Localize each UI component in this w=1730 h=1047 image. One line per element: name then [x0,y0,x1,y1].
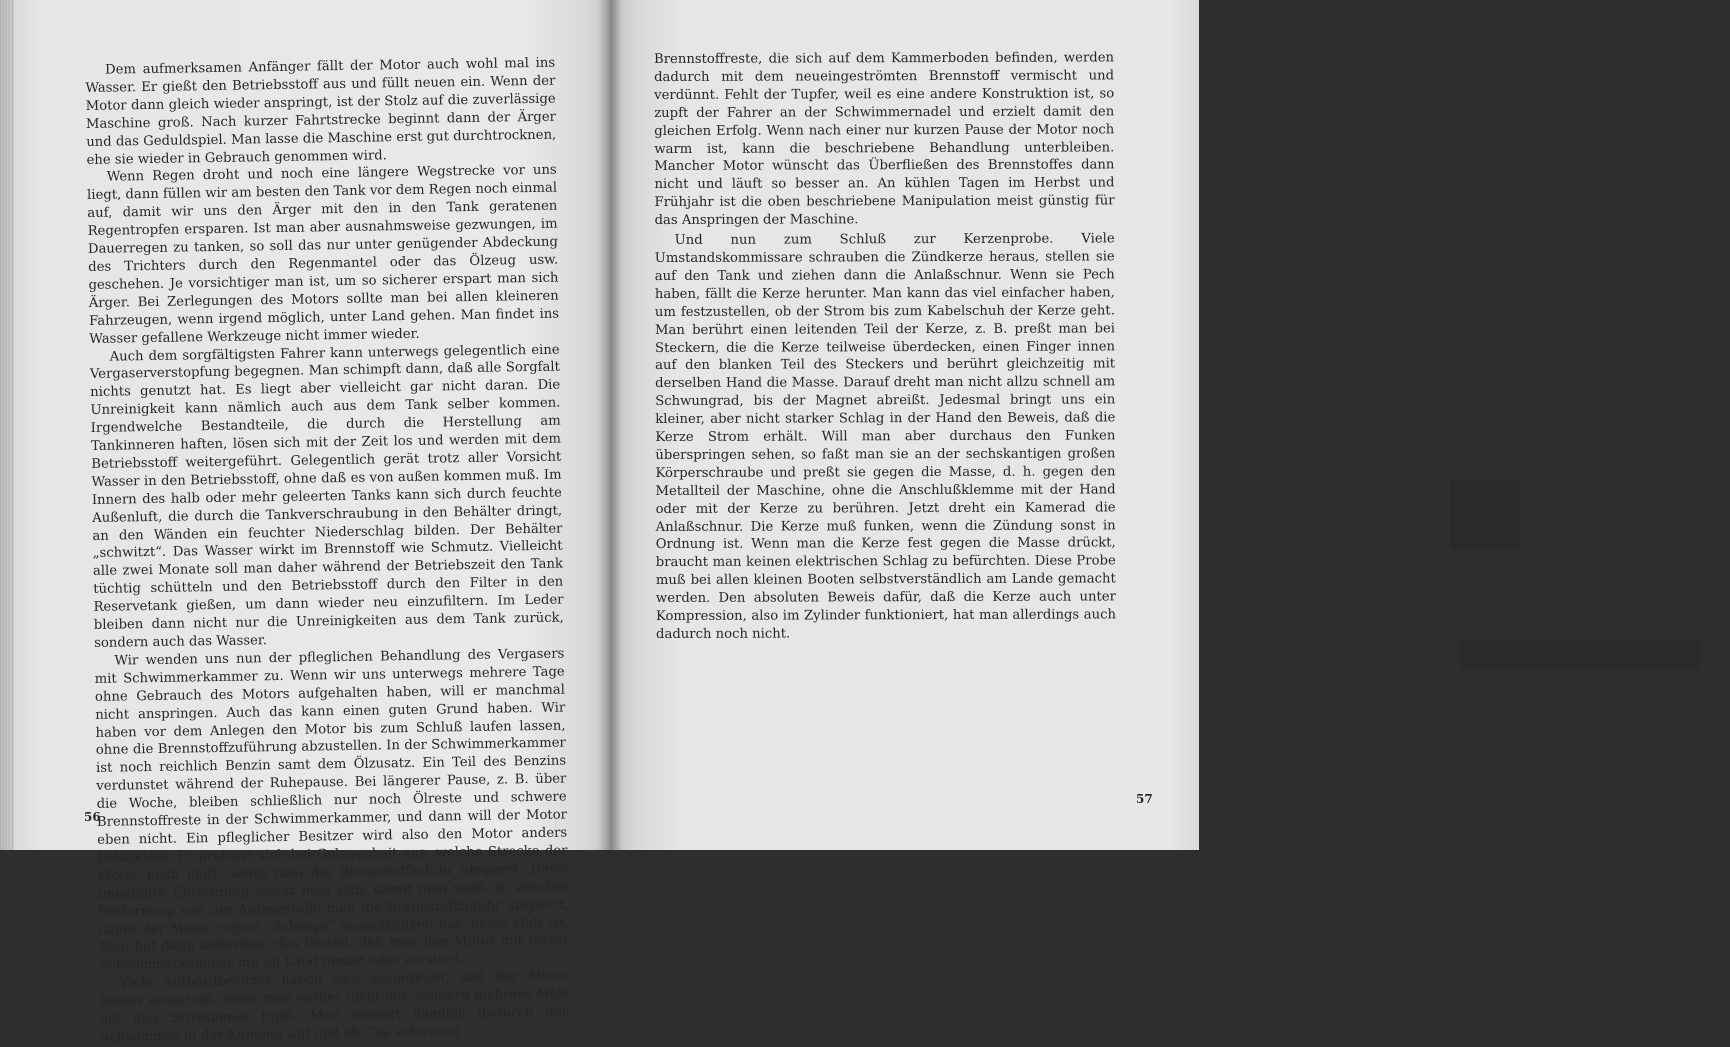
paragraph: Wir wenden uns nun der pfleglichen Behandlung des Vergasers mit Schwimmerkammer zu. Wenn wir uns unterwegs mehrere Tage ohne Gebrauch des Motors aufgehalten haben, will er manchmal nicht anspringen. Auch das kann einen guten Grund haben. Wir haben vor dem Anlegen den Motor bis zum Schluß laufen lassen, ohne die Brennstoffzuführung abzustellen. In der Schwimmerkammer ist noch reichlich Benzin samt dem Ölzusatz. Ein Teil des Benzins verdunstet während der Ruhepause. Bei längerer Pause, z. B. über die Woche, bleiben schließlich nur noch Ölreste und schwere Brennstoffreste in der Schwimmerkammer, und dann will der Motor eben nicht. Ein pfleglicher Besitzer wird also den Motor anders behandeln. Er probiert sich bei Gelegenheit aus, welche Strecke der Motor noch läuft, wenn man die Brennstoffzufuhr absperrt. Diese ungefähre Entfernung merkt man sich, damit man weiß, in welcher Entfernung von der Anlegestelle man die Brennstoffzufuhr absperrt, damit der Motor seinen „Schnaps“ ausgetrunken hat, bevor Halt ist. Man hat dann außerdem den Vorteil, daß man den Motor mit leerer Schwimmerkammer mit an Land nimmt oder verstaut. [94,646,569,974]
right-page [610,0,1199,850]
left-page [0,0,610,1045]
page-number-right: 57 [1136,792,1153,806]
right-page-text [654,49,1116,644]
bleed-through-shadow [1430,460,1730,720]
paragraph: Dem aufmerksamen Anfänger fällt der Motor auch wohl mal ins Wasser. Er gießt den Betriebsstoff aus und füllt neuen ein. Wenn der Motor dann gleich wieder anspringt, ist der Stolz auf die zuverlässige Maschine groß. Nach kurzer Fahrtstrecke beginnt dann der Ärger und das Geduldspiel. Man lasse die Maschine erst gut durchtrocknen, ehe sie wieder in Gebrauch genommen wird. [85,55,557,168]
page-stack-edge [0,0,14,850]
paragraph: Und nun zum Schluß zur Kerzenprobe. Viele Umstandskommissare schrauben die Zündkerze heraus, stellen sie auf den Tank und ziehen dann die Anlaßschnur. Wenn sie Pech haben, fällt die Kerze herunter. Man kann das viel einfacher haben, um festzustellen, ob der Strom bis zum Kabelschuh der Kerze geht. Man berührt einen leitenden Teil der Kerze, z. B. preßt man bei Steckern, die die Kerze teilweise überdecken, einen Finger innen auf den blanken Teil des Steckers und berührt gleichzeitig mit derselben Hand die Masse. Darauf dreht man nicht allzu schnell am Schwungrad, bis der Magnet abreißt. Jedesmal bringt uns ein kleiner, aber nicht starker Schlag in der Hand den Beweis, daß die Kerze Strom erhält. Will man aber durchaus den Funken überspringen sehen, so faßt man sie an der sechskantigen großen Körperschraube und preßt sie gegen die Masse, d. h. gegen den Metallteil der Maschine, ohne die Anschlußklemme mit der Hand oder mit der Kerze zu berühren. Jetzt dreht ein Kamerad die Anlaßschnur. Die Kerze muß funken, wenn die Zündung sonst in Ordnung ist. Wenn man die Kerze fest gegen die Masse drückt, braucht man keinen elektrischen Schlag zu befürchten. Diese Probe muß bei allen kleinen Booten selbstverständlich am Lande gemacht werden. Den absoluten Beweis dafür, daß die Kerze auch unter Kompression, also im Zylinder funktioniert, hat man allerdings auch dadurch noch nicht. [654,231,1116,642]
paragraph: Brennstoffreste, die sich auf dem Kammerboden befinden, werden dadurch mit dem neueingeströmten Brennstoff vermischt und verdünnt. Fehlt der Tupfer, weil es eine andere Konstruktion ist, so zupft der Fahrer an der Schwimmernadel und erzielt damit den gleichen Erfolg. Wenn nach einer nur kurzen Pause der Motor noch warm ist, kann die beschriebene Behandlung unterbleiben. Mancher Motor wünscht das Überfließen des Brennstoffes dann nicht und läuft so besser an. An kühlen Tagen im Herbst und Frühjahr ist die oben beschriebene Manipulation meist günstig für das Anspringen der Maschine. [654,50,1115,229]
left-page-text [85,55,570,1047]
page-number-left: 56 [84,810,101,824]
paragraph: Wenn Regen droht und noch eine längere Wegstrecke vor uns liegt, dann füllen wir am besten den Tank vor dem Regen noch einmal auf, damit wir uns den Ärger mit den in den Tank geratenen Regentropfen ersparen. Ist man aber ausnahmsweise gezwungen, im Dauerregen zu tanken, so soll das nur unter genügender Abdeckung des Trichters durch den Regenmantel oder das Ölzeug usw. geschehen. Je vorsichtiger man ist, um so sicherer erspart man sich Ärger. Bei Zerlegungen des Motors sollte man bei allen kleineren Fahrzeugen, wenn irgend möglich, unter Land gehen. Man findet ins Wasser gefallene Werkzeuge nicht immer wieder. [86,163,560,347]
paragraph: Auch dem sorgfältigsten Fahrer kann unterwegs gelegentlich eine Vergaserverstopfung begegnen. Man schimpft dann, daß alle Sorgfalt nichts genutzt hat. Es liegt aber vielleicht gar nicht daran. Die Unreinigkeit kann nämlich auch aus dem Tank selber kommen. Irgendwelche Bestandteile, die durch die Herstellung am Tankinneren haften, lösen sich mit der Zeit los und werden mit dem Betriebsstoff weitergeführt. Gelegentlich gerät trotz aller Vorsicht Wasser in den Betriebsstoff, ohne daß es von außen kommen muß. Im Innern des halb oder mehr geleerten Tanks kann sich durch feuchte Außenluft, die durch die Tankverschraubung in den Behälter dringt, an den Wänden ein feuchter Niederschlag bilden. Der Behälter „schwitzt“. Das Wasser wirkt im Brennstoff wie Schmutz. Vielleicht alle zwei Monate soll man daher während der Betriebszeit den Tank tüchtig schütteln und den Betriebsstoff durch den Filter in den Reservetank gießen, um dann wieder neu einzufiltern. Im Leder bleiben dann nicht nur die Unreinigkeiten aus dem Tank zurück, sondern auch das Wasser. [89,342,564,651]
paragraph: Viele Autbordbesitzer haben sich ausgeprobt, daß der Motor besser anspringt, wenn man vorher nicht ein, sondern mehrere Male auf den Schwimmer tupft. Man bewegt nämlich dadurch den Schwimmer in der Kammer auf und ab. Die schweren [99,968,571,1045]
book-gutter [598,0,622,850]
